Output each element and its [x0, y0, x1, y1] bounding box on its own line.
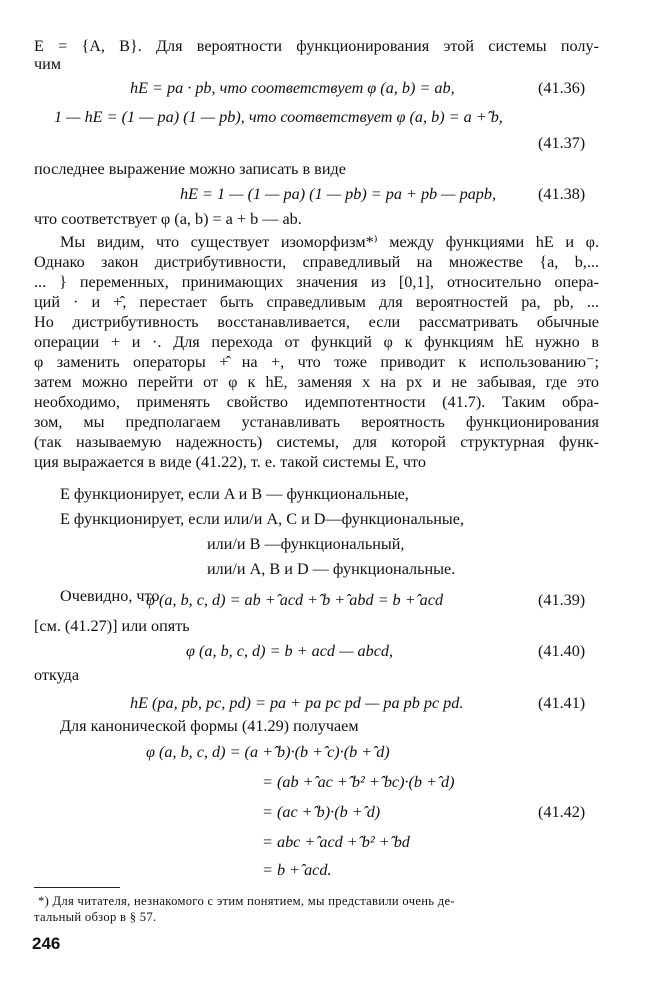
text-line: ций · и +̂, перестает быть справедливым для вероятностей pa, pb, ... [34, 293, 599, 311]
text-line: необходимо, применять свойство идемпотентности (41.7). Таким обра- [34, 393, 599, 411]
equation-41-42-line: φ (a, b, c, d) = (a +̂ b)·(b +̂ c)·(b +̂ d) [146, 743, 390, 761]
equation-number: (41.40) [538, 642, 586, 660]
text-line: Очевидно, что [60, 587, 160, 605]
condition-line: или/и B —функциональный, [207, 535, 405, 553]
equation-41-39: φ (a, b, c, d) = ab +̂ acd +̂ b +̂ abd = b +̂ acd [146, 591, 444, 609]
condition-line: E функционирует, если A и B — функциональные, [60, 485, 409, 503]
page-number: 246 [32, 934, 61, 953]
equation-number: (41.42) [538, 803, 586, 821]
equation-number: (41.37) [538, 134, 586, 152]
text-line: Для канонической формы (41.29) получаем [60, 717, 359, 735]
equation-41-37: 1 — hE = (1 — pa) (1 — pb), что соответствует φ (a, b) = a +̂ b, [54, 108, 503, 126]
text-line: Но дистрибутивность восстанавливается, если рассматривать обычные [34, 313, 599, 331]
condition-line: или/и A, B и D — функциональные. [207, 560, 456, 578]
equation-41-42-line: = (ab +̂ ac +̂ b² +̂ bc)·(b +̂ d) [262, 773, 455, 791]
condition-line: E функционирует, если или/и A, C и D—функциональные, [60, 510, 465, 528]
text-line: Мы видим, что существует изоморфизм*⁾ между функциями hE и φ. [60, 233, 599, 251]
equation-41-42-line: = b +̂ acd. [262, 861, 332, 879]
text-line: зом, мы предполагаем устанавливать вероятность функционирования [34, 413, 599, 431]
equation-number: (41.36) [538, 79, 586, 97]
text-line: последнее выражение можно записать в виде [34, 160, 346, 178]
equation-41-38: hE = 1 — (1 — pa) (1 — pb) = pa + pb — papb, [180, 185, 497, 203]
text-line: (так называемую надежность) системы, для которой структурная функ- [34, 433, 599, 451]
equation-41-41: hE (pa, pb, pc, pd) = pa + pa pc pd — pa pb pc pd. [130, 694, 464, 712]
text-line: φ заменить операторы +̂ на +, что тоже приводит к использованию⁻; [34, 353, 599, 371]
footnote-line: *) Для читателя, незнакомого с этим понятием, мы представили очень де- [38, 894, 455, 908]
equation-41-40: φ (a, b, c, d) = b + acd — abcd, [186, 642, 394, 660]
text-line: ция выражается в виде (41.22), т. е. такой системы E, что [34, 453, 426, 471]
text-line: чим [34, 55, 62, 73]
footnote-line: тальный обзор в § 57. [34, 910, 157, 924]
text-line: Однако закон дистрибутивности, справедливый на множестве {a, b,... [34, 253, 599, 271]
equation-41-42-line: = abc +̂ acd +̂ b² +̂ bd [262, 833, 410, 851]
text-line: затем можно перейти от φ к hE, заменяя x на px и не забывая, где это [34, 373, 599, 391]
equation-41-42-line: = (ac +̂ b)·(b +̂ d) [262, 803, 381, 821]
text-line: что соответствует φ (a, b) = a + b — ab. [34, 210, 302, 228]
footnote-rule [34, 887, 120, 888]
text-line: откуда [34, 666, 80, 684]
equation-number: (41.41) [538, 694, 586, 712]
text-line: E = {A, B}. Для вероятности функционирования этой системы полу- [34, 37, 599, 55]
equation-41-36: hE = pa · pb, что соответствует φ (a, b) = ab, [130, 79, 455, 97]
equation-number: (41.39) [538, 591, 586, 609]
equation-number: (41.38) [538, 185, 586, 203]
text-line: [см. (41.27)] или опять [34, 617, 190, 635]
text-line: ... } переменных, принимающих значения из [0,1], относительно опера- [34, 273, 599, 291]
text-line: операции + и ·. Для перехода от функций φ к функциям hE нужно в [34, 333, 599, 351]
